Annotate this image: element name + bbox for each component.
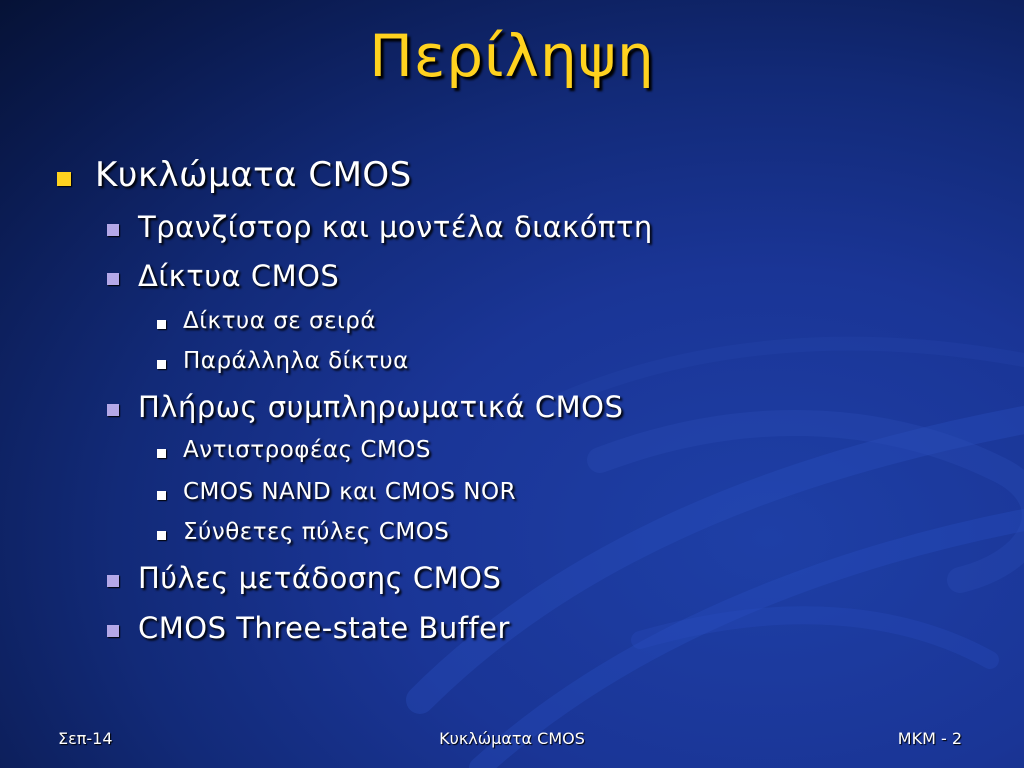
list-item [138,390,623,424]
list-item [183,437,431,463]
list-item [183,519,449,545]
list-item [138,259,339,293]
square-bullet-icon [57,172,71,186]
list-item-label: Κυκλώματα CMOS [95,155,412,195]
list-item-label: CMOS Three-state Buffer [138,611,510,645]
list-item [138,210,653,244]
square-bullet-icon [107,224,119,236]
square-bullet-icon [157,491,166,500]
list-item-label: Πύλες μετάδοσης CMOS [138,561,502,595]
list-item-label: CMOS NAND και CMOS NOR [183,479,517,505]
list-item-label: Δίκτυα σε σειρά [183,308,377,334]
list-item-label: Αντιστροφέας CMOS [183,437,431,463]
square-bullet-icon [107,575,119,587]
list-item-label: Δίκτυα CMOS [138,259,340,293]
list-item [183,479,516,505]
list-item-label: Σύνθετες πύλες CMOS [183,519,450,545]
list-item [138,561,501,595]
square-bullet-icon [107,625,119,637]
square-bullet-icon [157,531,166,540]
list-item [183,348,409,374]
list-item [95,155,412,195]
square-bullet-icon [107,273,119,285]
footer-date: Σεπ-14 [58,729,113,748]
square-bullet-icon [157,360,166,369]
square-bullet-icon [157,320,166,329]
list-item [138,611,510,645]
square-bullet-icon [107,404,119,416]
slide-title: Περίληψη [369,22,655,90]
list-item-label: Πλήρως συμπληρωματικά CMOS [138,390,624,424]
list-item-label: Τρανζίστορ και μοντέλα διακόπτη [138,210,653,244]
footer-page-number: ΜΚΜ - 2 [897,729,962,748]
footer-topic: Κυκλώματα CMOS [439,729,585,748]
list-item [183,308,376,334]
square-bullet-icon [157,449,166,458]
list-item-label: Παράλληλα δίκτυα [183,348,409,374]
